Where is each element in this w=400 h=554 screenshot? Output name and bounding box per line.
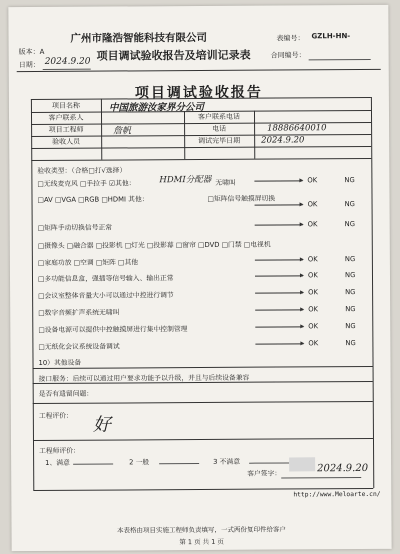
footer-page: 第 1 页 共 1 页	[179, 537, 224, 547]
version-label: 版本：A	[18, 47, 45, 57]
ok-10: OK	[308, 339, 319, 348]
other-requests: 是否有遗留问题：	[38, 389, 94, 398]
project-name-label: 项目名称	[51, 101, 80, 110]
check-instruction: 验收类型：（合格□打√选择）	[37, 166, 127, 175]
check-item-6: □多功能信息盒，强插等信号输入、输出正常	[37, 274, 174, 283]
website-text: http://www.Meloarte.cn/	[293, 490, 381, 499]
footer-note: 本表格由项目实施工程师负责填写，一式两份复印件给客户	[117, 525, 287, 535]
rating-2: 2 一般	[129, 458, 150, 467]
check-item-11: 10）其他设备	[38, 358, 82, 367]
client-sign-date: 2024.9.20	[317, 462, 369, 475]
check-item-1: □无线麦克风 □手拉手 ☑其他：	[37, 179, 136, 188]
check-item-5: □家庭功放 □空调 □矩阵 □其他	[37, 258, 139, 267]
arrow-icon	[255, 326, 303, 327]
engineer-eval-handwritten: 好	[92, 414, 111, 436]
ok-5: OK	[307, 255, 318, 264]
section-rule	[33, 401, 373, 404]
ok-8: OK	[308, 305, 319, 314]
rating-3: 3 不满意	[213, 457, 241, 466]
ng-7: NG	[345, 288, 356, 297]
engineer-eval-label: 工程评价：	[38, 411, 73, 420]
section-rule	[33, 438, 373, 441]
arrow-icon	[255, 275, 303, 276]
check-item-8: □数字音频扩声系统无啸叫	[38, 308, 120, 317]
company-name: 广州市隆浩智能科技有限公司	[70, 31, 208, 45]
check-item-2: □AV □VGA □RGB □HDMI 其他：	[37, 195, 149, 204]
report-title: 项目调试验收报告	[134, 84, 263, 102]
ok-3: OK	[307, 220, 318, 229]
ng-3: NG	[344, 220, 356, 229]
check-item-9: □设备电源可以提供中控触摸屏进行集中控制管理	[38, 325, 188, 334]
finish-date-label: 调试完毕日期	[198, 136, 241, 146]
finish-date-value: 2024.9.20	[261, 135, 305, 146]
client-contact-label: 客户联系人	[48, 113, 84, 122]
arrow-icon	[255, 343, 303, 344]
phone-value: 18886640010	[267, 123, 327, 134]
inspector-label: 验收人员	[52, 137, 81, 146]
interface-service: 接口服务：后续可以通过用户要求功能予以升级，并且与后续设备兼容	[38, 373, 250, 383]
project-name-value: 中国旅游汝家界分公司	[108, 101, 205, 114]
contract-no-label: 合同编号：	[270, 51, 306, 60]
form-no-value: GZLH-HN-	[311, 32, 351, 41]
date-label: 日期：	[18, 60, 40, 70]
ok-7: OK	[308, 288, 318, 297]
arrow-icon	[255, 224, 303, 225]
ok-2: OK	[307, 200, 318, 209]
signature-redaction	[289, 457, 315, 471]
arrow-icon	[255, 259, 303, 260]
engineer-value: 詹帆	[113, 126, 132, 137]
check-item-2-tail: □矩阵信号触摸屏切换	[207, 194, 276, 203]
arrow-icon	[255, 309, 303, 310]
check-item-3: □矩阵手动切换信号正常	[37, 223, 113, 232]
ng-9: NG	[345, 322, 356, 331]
check-item-1-tail: 无啸叫	[215, 178, 236, 187]
arrow-icon	[255, 204, 303, 205]
arrow-icon	[254, 180, 302, 181]
client-phone-label: 客户联系电话	[197, 112, 241, 122]
ok-6: OK	[307, 271, 318, 280]
check-item-4: □摄像头 □融合器 □投影机 □灯光 □投影幕 □窗帘 □DVD □门禁 □电视机	[37, 240, 271, 250]
check-item-1-handwritten: HDMI分配器	[159, 174, 212, 186]
ng-1: NG	[344, 176, 355, 185]
phone-label: 电话	[212, 124, 227, 133]
ng-10: NG	[345, 339, 356, 348]
ok-1: OK	[307, 176, 318, 185]
document-sheet	[8, 5, 391, 551]
check-item-7: □会议室整体音量大小可以通过中控进行调节	[38, 291, 174, 300]
arrow-icon	[255, 292, 303, 293]
ng-5: NG	[344, 255, 356, 264]
contract-no-line	[309, 59, 371, 60]
rating-1: 1、满意	[45, 458, 70, 467]
date-value: 2024.9.20	[44, 56, 91, 67]
ng-8: NG	[345, 305, 356, 314]
document-title: 项目调试验收报告及培训记录表	[96, 48, 251, 63]
client-sign-label: 客户签字：	[247, 469, 282, 478]
form-no-label: 表编号：	[276, 34, 305, 43]
ng-2: NG	[344, 200, 355, 209]
check-item-10: □无纸化会议系统设备调试	[38, 342, 120, 351]
rating-label: 工程师评价：	[39, 446, 80, 455]
section-rule	[33, 366, 373, 369]
ok-9: OK	[308, 322, 319, 331]
engineer-label: 项目工程师	[48, 125, 84, 134]
ng-6: NG	[344, 271, 356, 280]
